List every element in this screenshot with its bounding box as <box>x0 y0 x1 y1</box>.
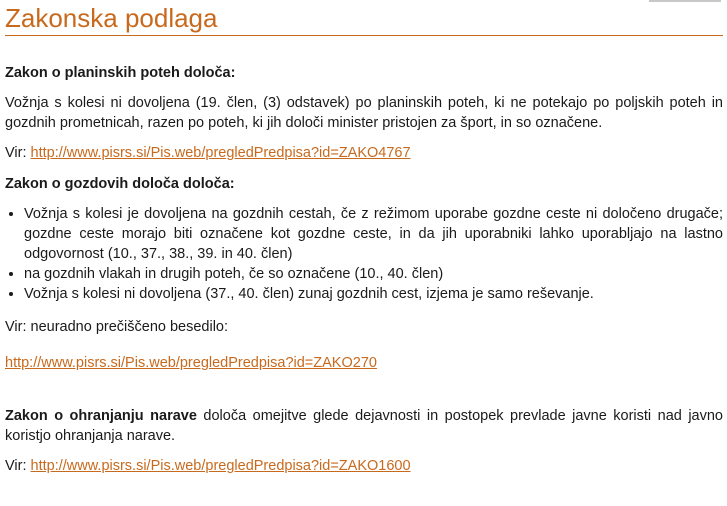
list-item: • Vožnja s kolesi je dovoljena na gozdnih cestah, če z režimom uporabe gozdne ceste ni določeno drugače; gozdne ceste morajo biti označene kot gozdne ceste, in da jih uporabniki lahko uporabljajo na lastno odgovornost (10., 37., 38., 39. in 40. člen) <box>24 204 723 264</box>
section-heading-planinske-poti: Zakon o planinskih poteh določa: <box>5 65 236 81</box>
list-item: • na gozdnih vlakah in drugih poteh, če so označene (10., 40. člen) <box>24 264 723 284</box>
source-line-ohranjanje-narave <box>5 456 723 476</box>
source-link-zako4767[interactable]: http://www.pisrs.si/Pis.web/pregledPredpisa?id=ZAKO4767 <box>30 145 411 161</box>
section-text-ohranjanje-narave <box>5 406 723 446</box>
source-label: Vir: <box>5 145 31 161</box>
law-name-ohranjanje-narave: Zakon o ohranjanju narave <box>5 408 197 424</box>
source-link-zako270[interactable]: http://www.pisrs.si/Pis.web/pregledPredpisa?id=ZAKO270 <box>5 355 377 371</box>
section-heading-gozdovi: Zakon o gozdovih določa določa: <box>5 176 235 192</box>
source-line-gozdovi <box>5 353 723 373</box>
page-title: Zakonska podlaga <box>5 0 723 36</box>
gozdovi-rules-list <box>5 204 723 304</box>
source-link-zako1600[interactable]: http://www.pisrs.si/Pis.web/pregledPredpisa?id=ZAKO1600 <box>30 458 411 474</box>
source-label: Vir: <box>5 458 31 474</box>
page-content <box>5 0 723 476</box>
section-text-planinske-poti: Vožnja s kolesi ni dovoljena (19. člen, (3) odstavek) po planinskih poteh, ki ne potekajo po poljskih poteh in gozdnih prometnicah, razen po poteh, ki jih določi minister pristojen za šport, in so označene. <box>5 95 723 131</box>
law-description: določa omejitve glede dejavnosti in postopek prevlade javne koristi nad javno koristjo ohranjanja narave. <box>5 408 724 444</box>
source-line-planinske-poti <box>5 143 723 163</box>
source-note-gozdovi: Vir: neuradno prečiščeno besedilo: <box>5 319 229 335</box>
list-item: • Vožnja s kolesi ni dovoljena (37., 40. člen) zunaj gozdnih cest, izjema je samo reševanje. <box>24 284 723 304</box>
